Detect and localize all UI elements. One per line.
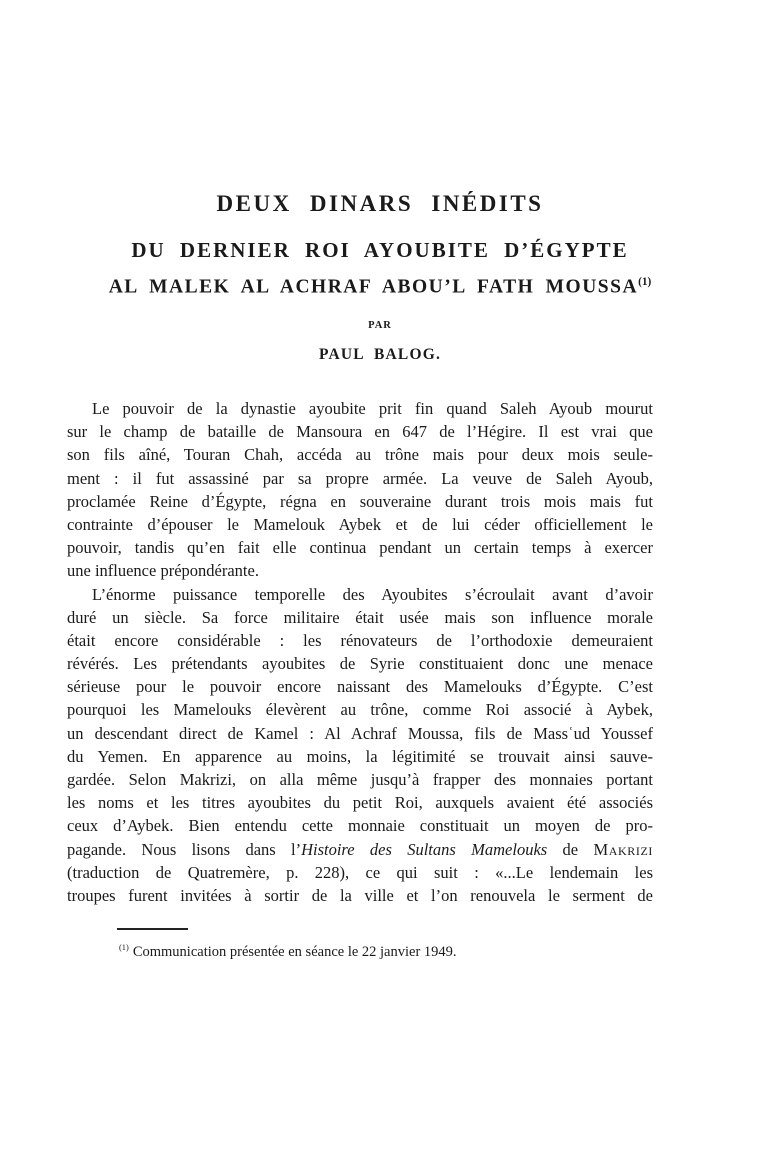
body-line: troupes furent invitées à sortir de la ville et l’on renouvela le serment de	[67, 885, 653, 905]
byline-par: PAR	[368, 320, 392, 331]
body-line: ceux d’Aybek. Bien entendu cette monnaie constituait un moyen de pro-	[67, 816, 653, 836]
article-title-line3	[0, 276, 760, 299]
body-line: un descendant direct de Kamel : Al Achraf Moussa, fils de Massʿud Youssef	[67, 723, 653, 743]
body-line: Le pouvoir de la dynastie ayoubite prit fin quand Saleh Ayoub mourut	[92, 399, 653, 418]
body-line: son fils aîné, Touran Chah, accéda au trône mais pour deux mois seule-	[67, 445, 653, 465]
body-line-text: pagande. Nous lisons dans l’	[67, 839, 302, 859]
article-title-line2: DU DERNIER ROI AYOUBITE D’ÉGYPTE	[131, 238, 629, 262]
paragraph-1	[67, 397, 653, 583]
body-line: proclamée Reine d’Égypte, régna en souveraine durant trois mois mais fut	[67, 491, 653, 511]
body-line: une influence prépondérante.	[67, 561, 259, 581]
footnote-text: Communication présentée en séance le 22 janvier 1949.	[132, 943, 457, 960]
cited-author-smallcaps: Makrizi	[593, 839, 653, 859]
body-line: pouvoir, tandis qu’en fait elle continua pendant un certain temps à exercer	[67, 538, 653, 558]
footnote-ref: (1)	[119, 943, 129, 952]
body-line: du Yemen. En apparence au moins, la légitimité se trouvait ainsi sauve-	[67, 746, 653, 766]
body-line: duré un siècle. Sa force militaire était usée mais son influence morale	[67, 607, 653, 627]
body-line: était encore considérable : les rénovateurs de l’orthodoxie demeuraient	[67, 630, 653, 650]
body-line: (traduction de Quatremère, p. 228), ce qui suit : «...Le lendemain les	[67, 862, 653, 882]
article-title-line3-text: AL MALEK AL ACHRAF ABOU’L FATH MOUSSA	[108, 276, 639, 298]
body-line: gardée. Selon Makrizi, on alla même jusqu’à frapper des monnaies portant	[67, 770, 653, 789]
body-line: L’énorme puissance temporelle des Ayoubites s’écroulait avant d’avoir	[92, 584, 653, 604]
title-footnote-ref: (1)	[638, 276, 652, 288]
body-line: sur le champ de bataille de Mansoura en 647 de l’Hégire. Il est vrai que	[67, 422, 653, 442]
body-line: contrainte d’épouser le Mamelouk Aybek et de lui céder officiellement le	[67, 514, 653, 534]
body-line: ment : il fut assassiné par sa propre armée. La veuve de Saleh Ayoub,	[67, 468, 653, 488]
paragraph-2	[67, 583, 653, 908]
footnote-divider	[117, 928, 188, 930]
article-title-line1: DEUX DINARS INÉDITS	[216, 191, 544, 216]
body-line: pourquoi les Mamelouks élevèrent au trône, comme Roi associé à Aybek,	[67, 700, 653, 720]
body-line: révérés. Les prétendants ayoubites de Syrie constituaient donc une menace	[67, 654, 653, 674]
body-line-text: de	[547, 839, 594, 859]
article-body	[67, 397, 653, 907]
body-line-with-book-title	[67, 838, 653, 861]
body-line: les noms et les titres ayoubites du petit Roi, auxquels avaient été associés	[67, 793, 653, 813]
italic-book-title: Histoire des Sultans Mamelouks	[301, 839, 548, 859]
footnote	[67, 938, 653, 962]
author-name: PAUL BALOG.	[318, 346, 442, 363]
body-line: sérieuse pour le pouvoir encore naissant des Mamelouks d’Égypte. C’est	[67, 677, 653, 697]
